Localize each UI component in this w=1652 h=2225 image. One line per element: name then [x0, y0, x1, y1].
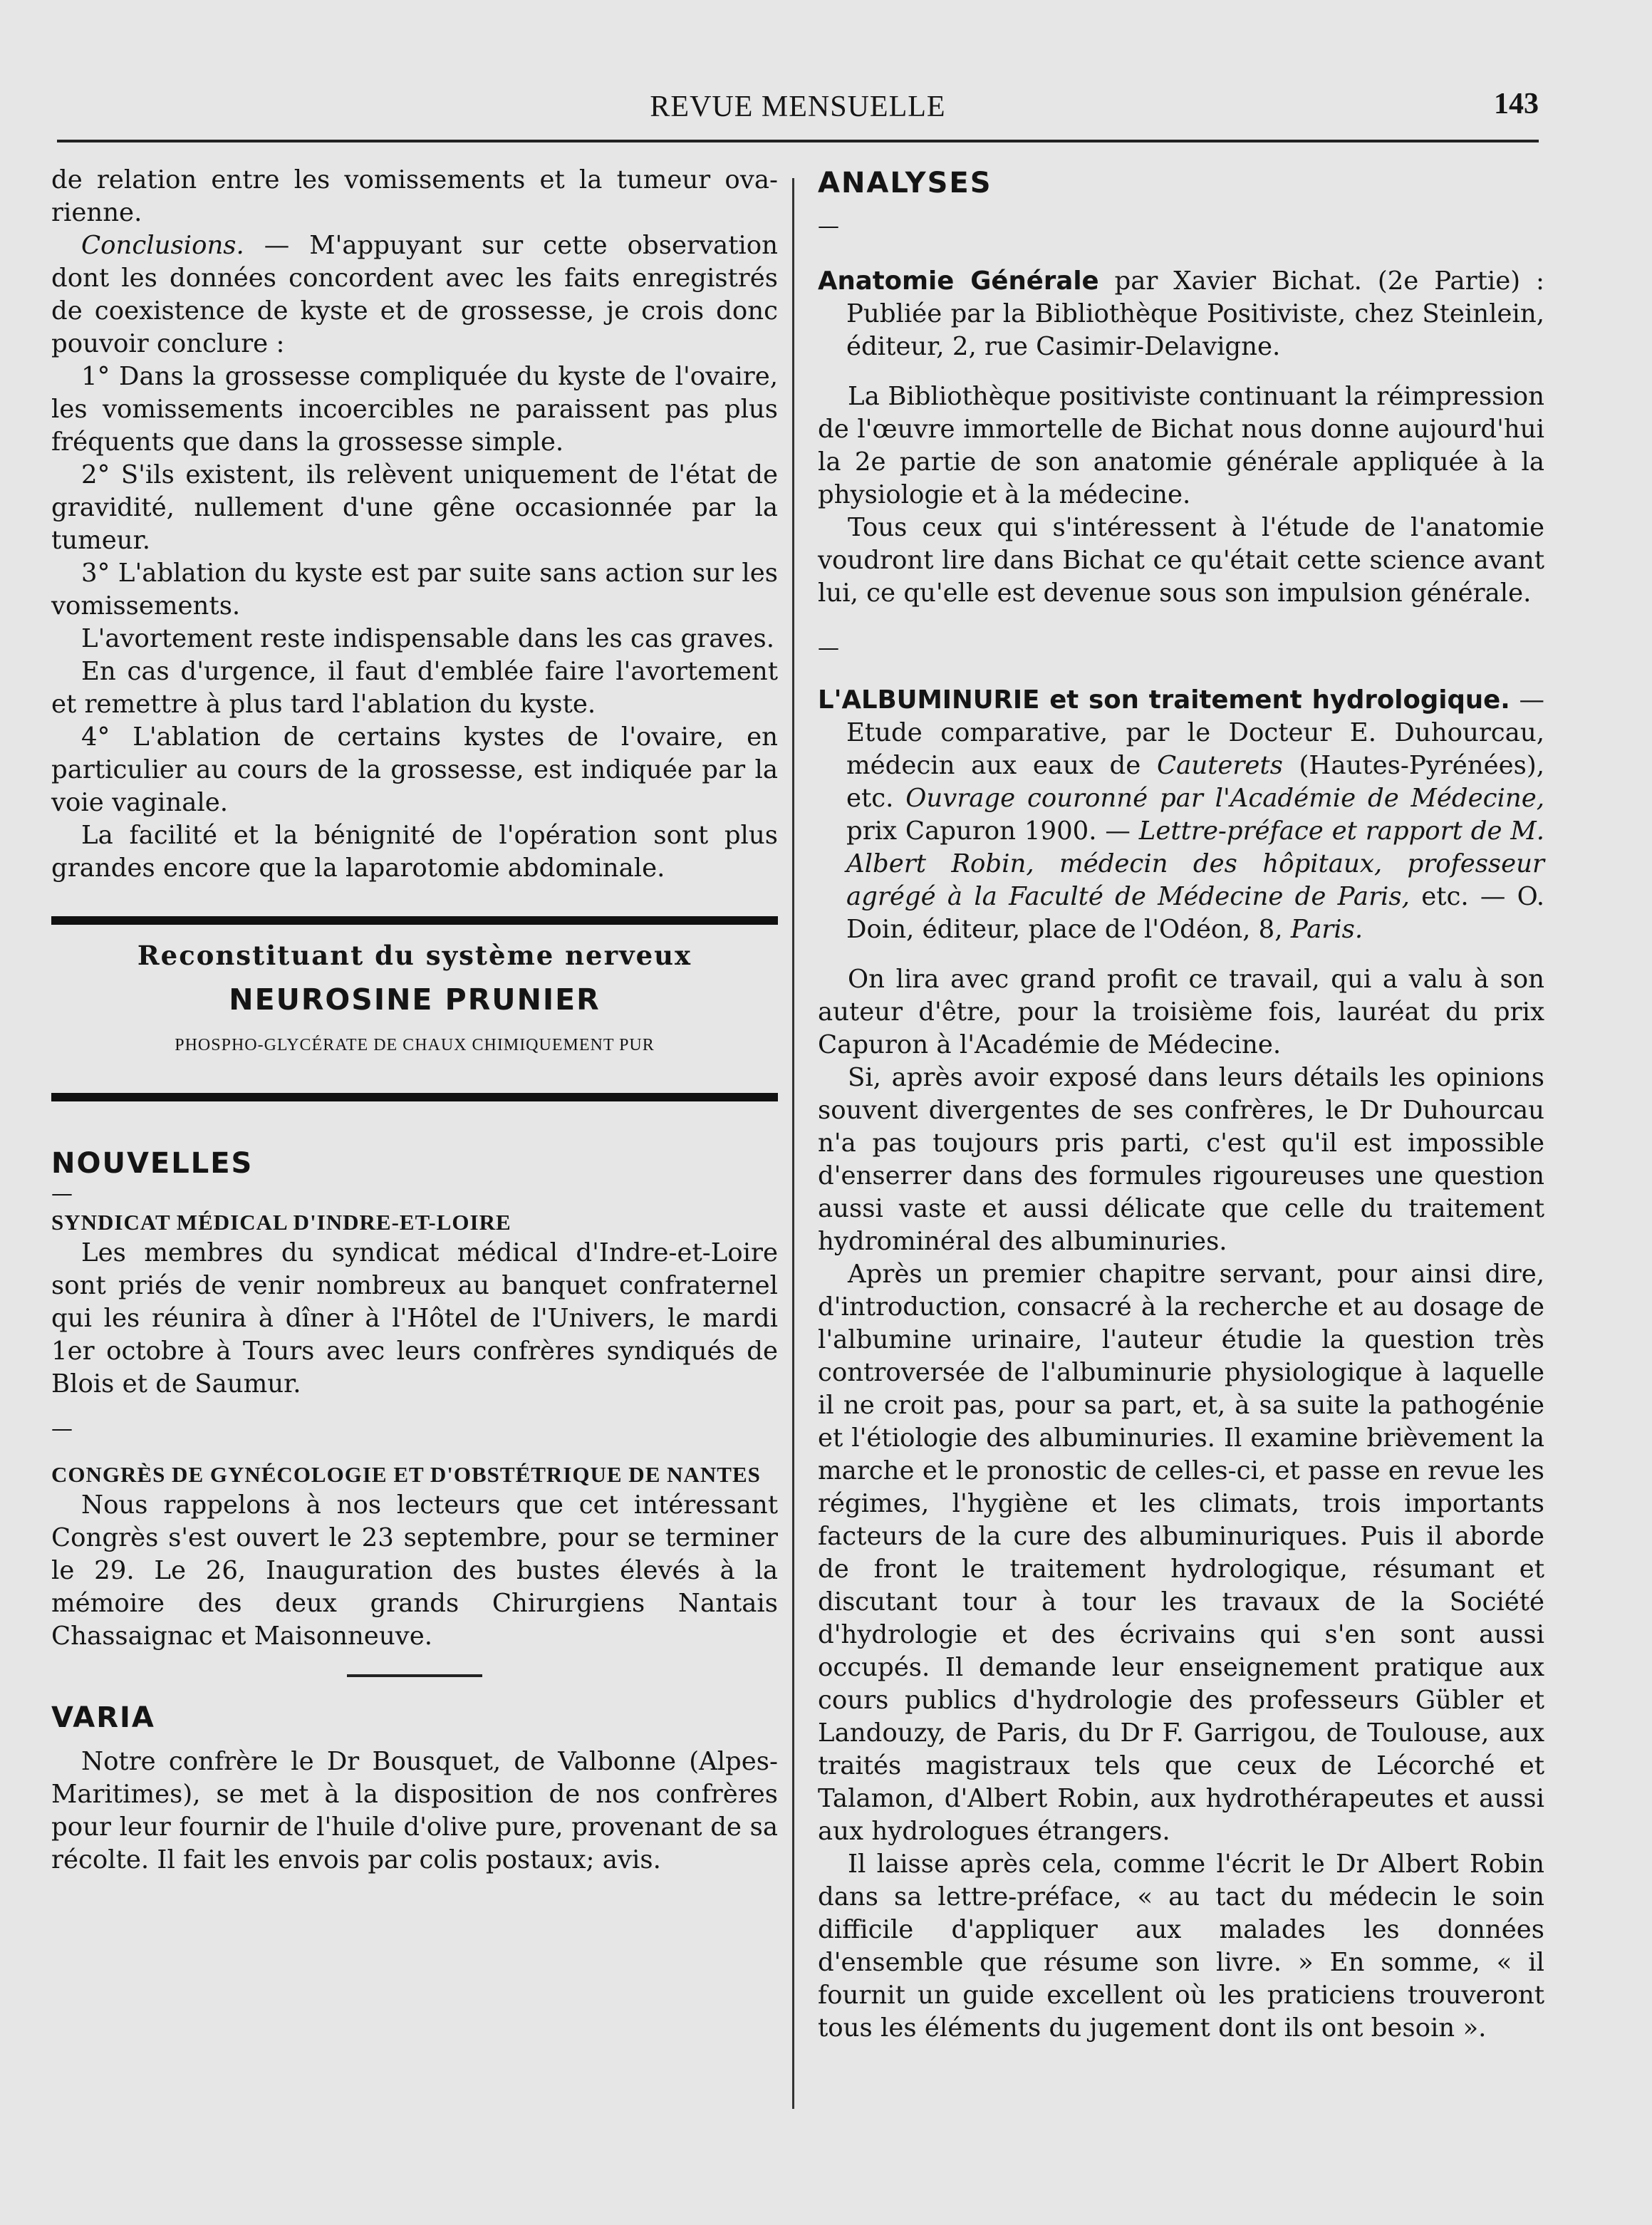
conclusion-item-3c: En cas d'urgence, il faut d'emblée faire l'avortement et remettre à plus tard l'ablation du kyste.	[51, 657, 778, 719]
entry-albuminurie-text-c: prix Capuron 1900. —	[846, 816, 1139, 846]
ad-headline: Reconstituant du système nerveux	[137, 940, 692, 971]
entry-albuminurie-head: L'ALBUMINURIE et son traitement hydrologique.	[818, 685, 1510, 715]
syndicat-text: Les membres du syndicat médical d'Indre-et-Loire sont priés de venir nombreux au banquet confraternel qui les réunira à dîner à l'Hôtel de l'Univers, le mardi 1er octobre à Tours avec leurs confrères syndiqués de Blois et de Saumur.	[51, 1238, 778, 1399]
page-header	[57, 84, 1539, 134]
conclusion-item-4: 4° L'ablation de certains kystes de l'ovaire, en particulier au cours de la grossesse, est indiquée par la voie vaginale.	[51, 722, 778, 817]
ad-bottom-rule	[51, 1093, 778, 1101]
albuminurie-p4: Il laisse après cela, comme l'écrit le Dr Albert Robin dans sa lettre-préface, « au tact du médecin le soin difficile d'appliquer aux malades les données d'ensemble que résume son livre. » En somme, « il fournit un guide excellent où les praticiens trouveront tous les éléments du jugement dont ils ont besoin ».	[818, 1850, 1544, 2043]
entry-albuminurie-preface: Lettre-préface et rapport de M. Albert Robin, médecin des hôpitaux, professeur agrégé à la Faculté de Médecine de Paris,	[846, 816, 1544, 911]
page-number: 143	[1494, 88, 1539, 120]
varia-rule	[347, 1674, 482, 1677]
varia-section	[51, 1701, 778, 1877]
analyses-title: ANALYSES	[818, 167, 992, 199]
conclusion-item-3b: L'avortement reste indispensable dans les cas graves.	[81, 624, 774, 653]
analyses-dash: —	[818, 214, 839, 239]
left-column	[51, 164, 778, 1877]
varia-title: VARIA	[51, 1701, 155, 1734]
entry-anatomie-head: Anatomie Générale	[818, 266, 1099, 296]
entry-anatomie-p2: Tous ceux qui s'intéressent à l'étude de l'anatomie voudront lire dans Bichat ce qu'était cette science avant lui, ce qu'elle est devenue sous son impulsion générale.	[818, 513, 1544, 608]
syndicat-title: SYNDICAT MÉDICAL D'INDRE-ET-LOIRE	[51, 1210, 511, 1235]
congres-text: Nous rappelons à nos lecteurs que cet intéressant Congrès s'est ouvert le 23 septembre, pour se terminer le 29. Le 26, Inauguration des bustes élevés à la mémoire des deux grands Chirurgiens Nantais Chassaignac et Maisonneuve.	[51, 1490, 778, 1651]
conclusion-item-1: 1° Dans la grossesse compliquée du kyste de l'ovaire, les vomissements incoercibles ne paraissent pas plus fréquents que dans la grossesse simple.	[51, 362, 778, 457]
albuminurie-p3: Après un premier chapitre servant, pour ainsi dire, d'introduction, consacré à la recherche et au dosage de l'albumine urinaire, l'auteur étudie la question très controversée de l'albuminurie physiologique à laquelle il ne croit pas, pour sa part, et, à sa suite la pathogénie et l'étiologie des albuminuries. Il examine brièvement la marche et le pronostic de celles-ci, et passe en revue les régimes, l'hygiène et les climats, trois importants facteurs de la cure des albuminuriques. Puis il aborde de front le traitement hydrologique, résumant et discutant tour à tour les travaux de la Société d'hydrologie et des écrivains qui s'en sont aussi occupés. Il demande leur enseignement pratique aux cours publics d'hydrologie des professeurs Gübler et Landouzy, de Paris, du Dr F. Garrigou, de Toulouse, aux traités magistraux tels que ceux de Lécorché et Talamon, d'Albert Robin, aux hydrothérapeutes et aussi aux hydrologues étrangers.	[818, 1260, 1544, 1846]
advertisement	[51, 916, 778, 1101]
entry-albuminurie-text-b: (Hautes-Pyrénées), etc.	[846, 751, 1545, 813]
nouvelles-dash-2: —	[51, 1416, 73, 1441]
entry-albuminurie-place: Cauterets	[1156, 751, 1283, 780]
entry-anatomie-citation	[818, 265, 1544, 363]
nouvelles-section	[51, 1147, 778, 1653]
column-divider	[792, 178, 794, 2109]
albuminurie-p2: Si, après avoir exposé dans leurs détails les opinions souvent divergentes de ses confrères, le Dr Duhourcau n'a pas toujours pris parti, c'est qu'il est impossible d'enserrer dans des formules rigoureuses une question aussi vaste et aussi délicate que celle du traitement hydrominéral des albuminuries.	[818, 1063, 1544, 1256]
varia-text: Notre confrère le Dr Bousquet, de Valbonne (Alpes-Maritimes), se met à la disposition de nos confrères pour leur fournir de l'huile d'olive pure, provenant de sa récolte. Il fait les envois par colis postaux; avis.	[51, 1747, 778, 1874]
conclusion-item-3: 3° L'ablation du kyste est par suite sans action sur les vomissements.	[51, 559, 778, 621]
paragraph-conclusions	[51, 229, 778, 361]
entry-anatomie-p1: La Bibliothèque positiviste continuant la réimpression de l'œuvre immortelle de Bichat nous donne aujourd'hui la 2e partie de son anatomie générale appliquée à la physiologie et à la médecine.	[818, 382, 1544, 509]
entry-albuminurie-award: Ouvrage couronné par l'Académie de Médecine,	[905, 784, 1544, 813]
ad-top-rule	[51, 916, 778, 925]
conclusion-item-2: 2° S'ils existent, ils relèvent uniquement de l'état de gravidité, nullement d'une gêne occasionnée par la tumeur.	[51, 460, 778, 555]
analyses-dash-2: —	[818, 636, 839, 660]
entry-albuminurie-text-d: etc. — O. Doin, éditeur, place de l'Odéon, 8,	[846, 882, 1544, 944]
ad-brand: NEUROSINE PRUNIER	[229, 982, 601, 1017]
conclusions-label: Conclusions.	[81, 231, 244, 260]
header-rule	[57, 140, 1539, 142]
right-column	[818, 164, 1544, 2045]
conclusions-text: — M'appuyant sur cette observation dont les données concordent avec les faits enregistrés de coexistence de kyste et de grossesse, je crois donc pouvoir conclure :	[51, 231, 778, 358]
congres-title: CONGRÈS DE GYNÉCOLOGIE ET D'OBSTÉTRIQUE DE NANTES	[51, 1462, 761, 1487]
nouvelles-dash: —	[51, 1181, 73, 1206]
entry-albuminurie-city: Paris.	[1290, 915, 1363, 944]
entry-albuminurie-text-a: — Etude comparative, par le Docteur E. Duhourcau, médecin aux eaux de	[846, 685, 1544, 780]
nouvelles-title: NOUVELLES	[51, 1147, 254, 1180]
conclusion-item-4b: La facilité et la bénignité de l'opération sont plus grandes encore que la laparotomie abdominale.	[51, 821, 778, 883]
ad-tagline: PHOSPHO-GLYCÉRATE DE CHAUX CHIMIQUEMENT PUR	[175, 1036, 655, 1054]
entry-albuminurie-citation	[818, 684, 1544, 946]
albuminurie-p1: On lira avec grand profit ce travail, qui a valu à son auteur d'être, pour la troisième fois, lauréat du prix Capuron à l'Académie de Médecine.	[818, 965, 1544, 1059]
entry-anatomie-text: par Xavier Bichat. (2e Partie) : Publiée par la Bibliothèque Positiviste, chez Steinlein, éditeur, 2, rue Casimir-Delavigne.	[846, 266, 1544, 361]
paragraph-continuation: de relation entre les vomissements et la tumeur ova-rienne.	[51, 165, 778, 227]
running-title: REVUE MENSUELLE	[650, 90, 946, 123]
